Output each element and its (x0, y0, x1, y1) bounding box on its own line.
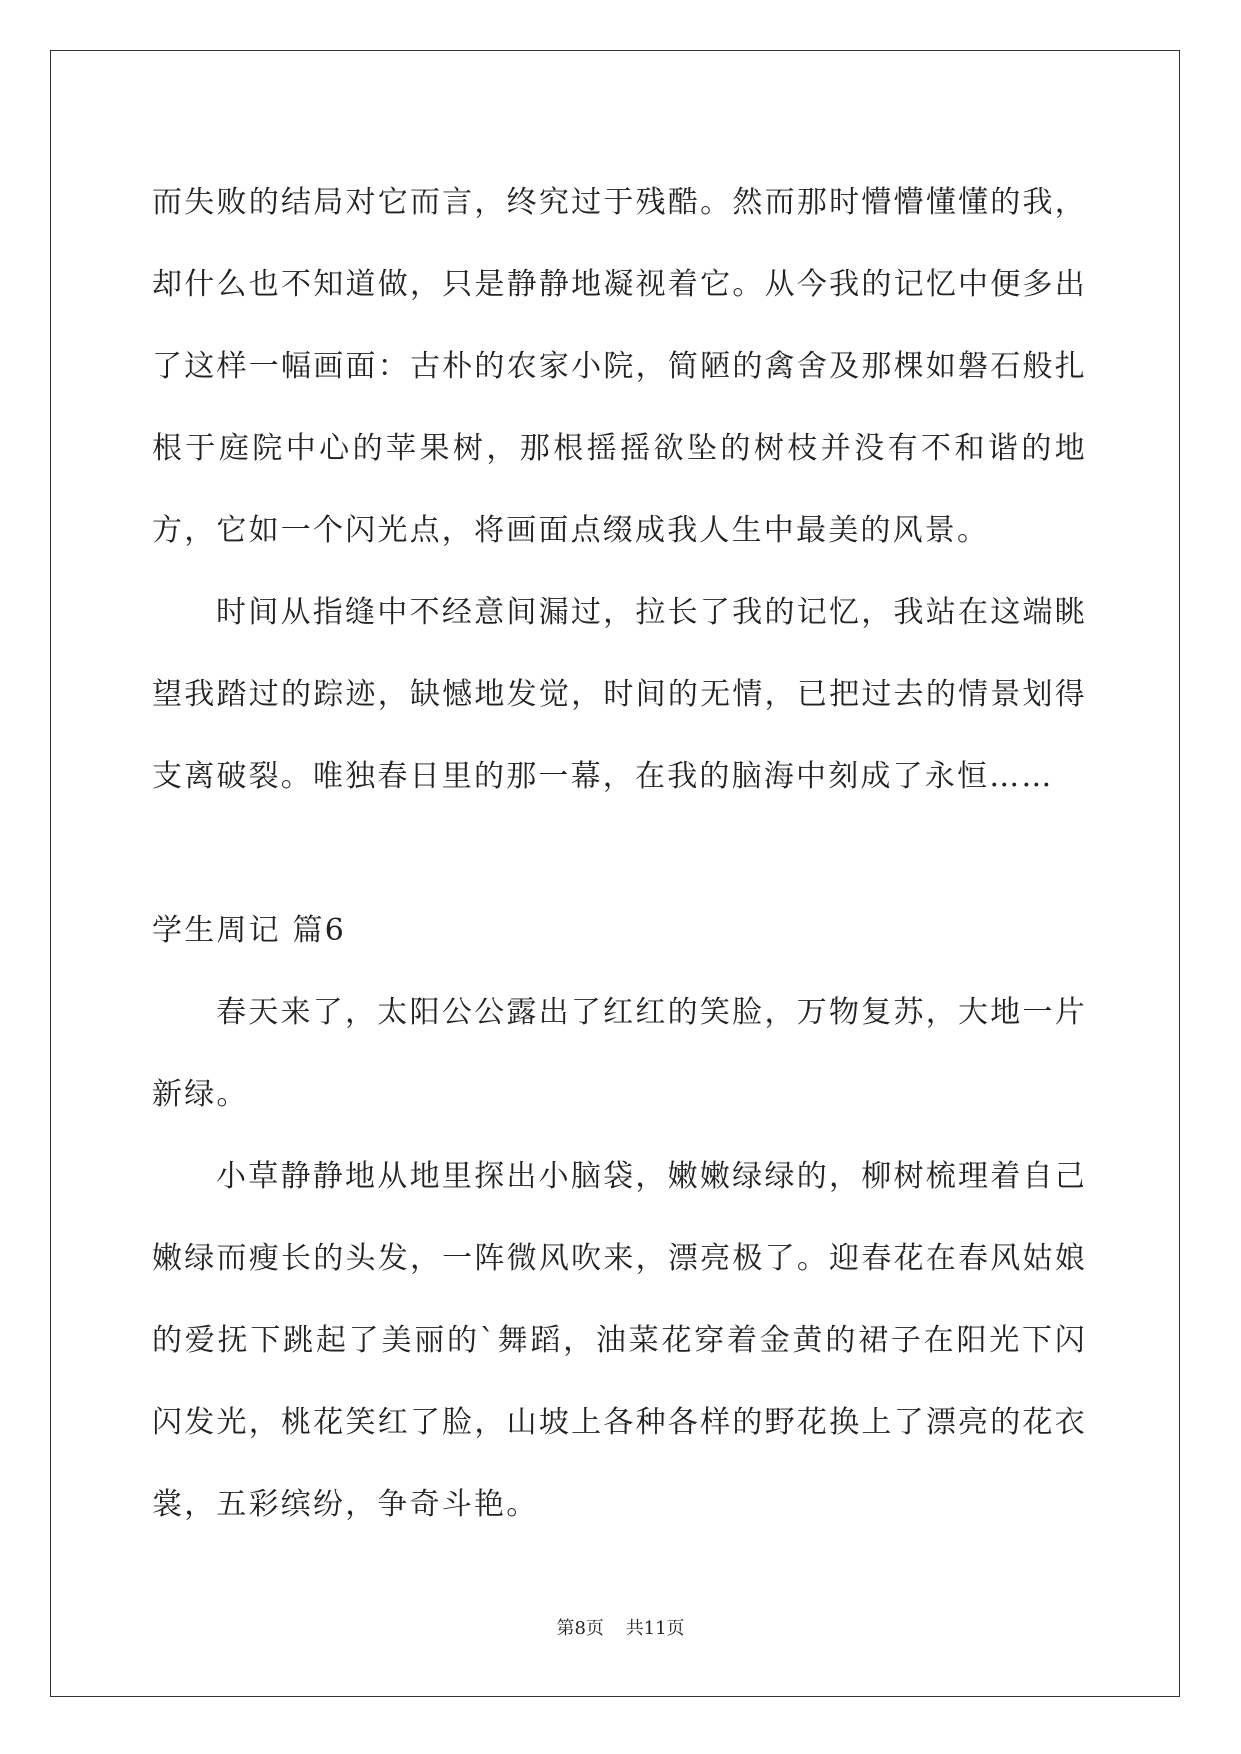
paragraph-3: 春天来了，太阳公公露出了红红的笑脸，万物复苏，大地一片新绿。 (152, 995, 1087, 1112)
page-footer (0, 1614, 1241, 1640)
paragraph-1: 而失败的结局对它而言，终究过于残酷。然而那时懵懵懂懂的我，却什么也不知道做，只是静静地凝视着它。从今我的记忆中便多出了这样一幅画面：古朴的农家小院，简陋的禽舍及那棵如磐石般扎根于庭院中心的苹果树，那根摇摇欲坠的树枝并没有不和谐的地方，它如一个闪光点，将画面点缀成我人生中最美的风景。 (152, 185, 1087, 548)
paragraph-4: 小草静静地从地里探出小脑袋，嫩嫩绿绿的，柳树梳理着自己嫩绿而瘦长的头发，一阵微风吹来，漂亮极了。迎春花在春风姑娘的爱抚下跳起了美丽的`舞蹈，油菜花穿着金黄的裙子在阳光下闪闪发光，桃花笑红了脸，山坡上各种各样的野花换上了漂亮的花衣裳，五彩缤纷，争奇斗艳。 (152, 1159, 1087, 1522)
paragraph-2: 时间从指缝中不经意间漏过，拉长了我的记忆，我站在这端眺望我踏过的踪迹，缺憾地发觉，时间的无情，已把过去的情景划得支离破裂。唯独春日里的那一幕，在我的脑海中刻成了永恒…… (152, 595, 1087, 794)
page-number-total: 共11页 (625, 1618, 685, 1639)
page-number-current: 第8页 (556, 1618, 604, 1639)
document-body (152, 162, 1087, 1546)
section-title: 学生周记 篇6 (152, 913, 347, 948)
